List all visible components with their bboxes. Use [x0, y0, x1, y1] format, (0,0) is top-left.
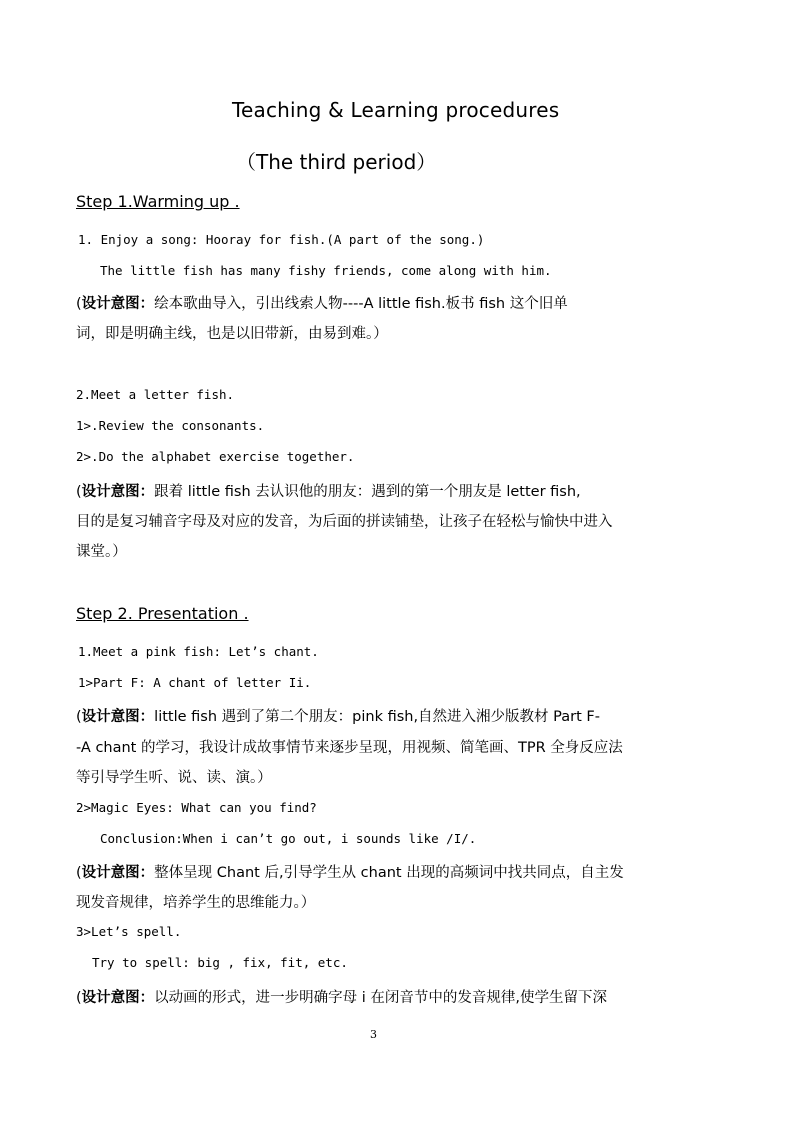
design-note-3-line3: 等引导学生听、说、读、演。） [76, 770, 272, 786]
step1-item2-sub1: 1>.Review the consonants. [76, 418, 265, 433]
document-subtitle: （The third period） [236, 150, 437, 174]
step2-item1-sub2: 2>Magic Eyes: What can you find? [76, 800, 317, 815]
design-note-label: 设计意图： [81, 484, 155, 500]
step1-item2-sub2: 2>.Do the alphabet exercise together. [76, 449, 355, 464]
design-note-5-line1: (设计意图：以动画的形式，进一步明确字母 i 在闭音节中的发音规律,使学生留下深 [76, 990, 608, 1006]
design-note-label: 设计意图： [81, 709, 155, 725]
step2-item1-sub3-detail: Try to spell: big , fix, fit, etc. [92, 955, 348, 970]
design-note-2-line1: (设计意图：跟着 little fish 去认识他的朋友：遇到的第一个朋友是 letter fish, [76, 484, 581, 500]
design-note-2-line2: 目的是复习辅音字母及对应的发音，为后面的拼读铺垫，让孩子在轻松与愉快中进入 [76, 514, 613, 530]
step1-item2: 2.Meet a letter fish. [76, 387, 235, 402]
page-number: 3 [370, 1028, 377, 1041]
step1-item1: 1. Enjoy a song: Hooray for fish.(A part of the song.) [78, 232, 485, 247]
step2-item1-sub2-detail: Conclusion:When i can’t go out, i sounds like /I/. [100, 831, 477, 846]
design-note-1-line1: (设计意图：绘本歌曲导入，引出线索人物----A little fish.板书 fish 这个旧单 [76, 296, 568, 312]
design-note-label: 设计意图： [81, 990, 155, 1006]
step2-item1: 1.Meet a pink fish: Let’s chant. [78, 644, 319, 659]
step2-heading: Step 2. Presentation . [76, 604, 249, 623]
design-note-4-line1: (设计意图：整体呈现 Chant 后,引导学生从 chant 出现的高频词中找共同点，自主发 [76, 865, 624, 881]
design-note-1-line2: 词，即是明确主线，也是以旧带新，由易到难。） [76, 326, 388, 342]
design-note-4-line2: 现发音规律，培养学生的思维能力。） [76, 895, 316, 911]
step2-item1-sub1: 1>Part F: A chant of letter Ii. [78, 675, 312, 690]
step1-item1-detail: The little fish has many fishy friends, come along with him. [100, 263, 552, 278]
design-note-3-line1: (设计意图：little fish 遇到了第二个朋友：pink fish,自然进入湘少版教材 Part F- [76, 709, 600, 725]
step1-heading: Step 1.Warming up . [76, 192, 240, 211]
document-title: Teaching & Learning procedures [232, 98, 560, 122]
design-note-label: 设计意图： [81, 296, 155, 312]
design-note-label: 设计意图： [81, 865, 155, 881]
design-note-2-line3: 课堂。） [76, 544, 127, 560]
step2-item1-sub3: 3>Let’s spell. [76, 924, 182, 939]
design-note-3-line2: -A chant 的学习，我设计成故事情节来逐步呈现，用视频、简笔画、TPR 全身反应法 [76, 740, 623, 756]
